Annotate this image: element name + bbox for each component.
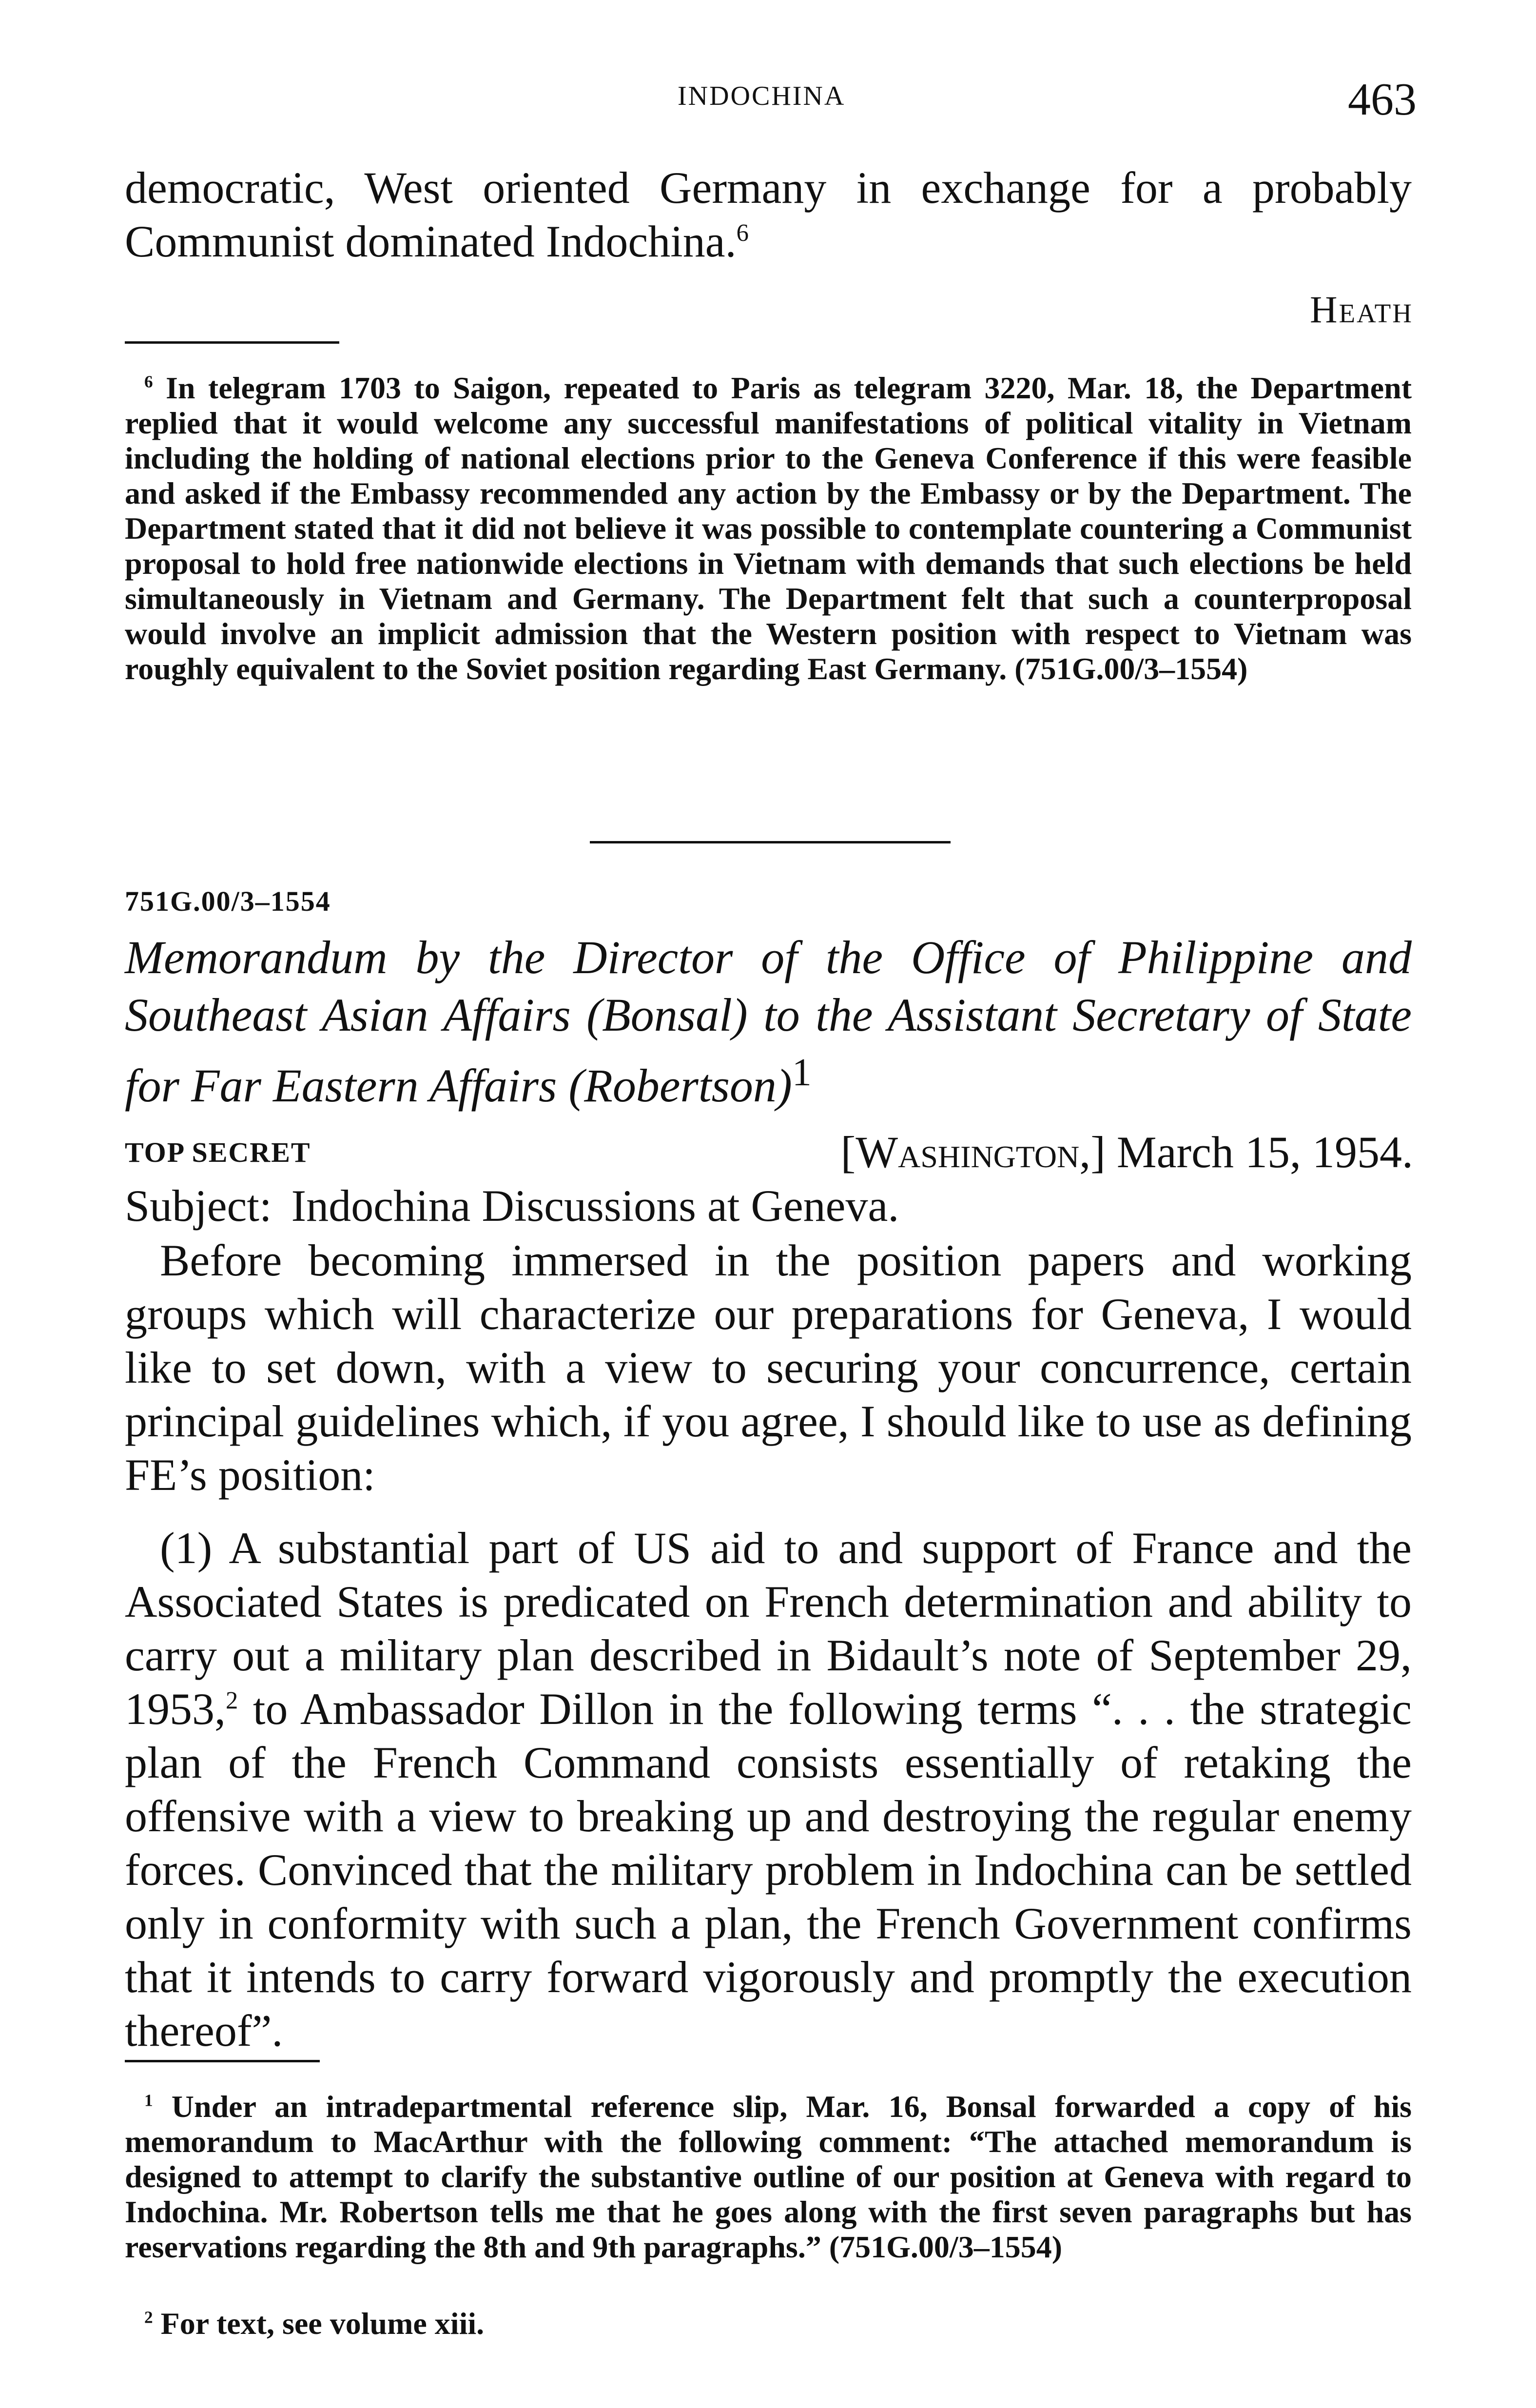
closing-paragraph	[125, 161, 1412, 268]
footnote-1-text: Under an intradepartmental reference slip, Mar. 16, Bonsal forwarded a copy of his memorandum to MacArthur with the following comment: “The attached memorandum is designed to attempt to clarify the substantive outline of our position at Geneva with regard to Indochina. Mr. Robertson tells me that he goes along with the first seven paragraphs but has reservations regarding the 8th and 9th paragraphs.” (751G.00/3–1554)	[125, 2089, 1412, 2264]
page-number: 463	[1348, 74, 1417, 125]
footnote-1	[125, 2089, 1412, 2265]
footnote-divider-bottom	[125, 2060, 320, 2062]
subject-value: Indochina Discussions at Geneva.	[291, 1181, 899, 1231]
footnote-2-marker: 2	[144, 2308, 153, 2327]
paragraph-intro: Before becoming immersed in the position papers and working groups which will characterize our preparations for Geneva, I would like to set down, with a view to securing your concurrence, certain principal guidelines which, if you agree, I should like to use as defining FE’s position:	[125, 1235, 1412, 1500]
subject-line	[125, 1180, 899, 1232]
document-title	[125, 929, 1412, 1115]
dateline	[841, 1126, 1413, 1178]
closing-text: democratic, West oriented Germany in exchange for a probably Communist dominated Indochina.	[125, 163, 1412, 266]
signature: Heath	[1310, 288, 1413, 331]
footnote-6-marker: 6	[144, 372, 153, 392]
paragraph-1	[125, 1521, 1412, 2057]
footnote-2-text: For text, see volume xiii.	[160, 2306, 485, 2341]
document-separator	[590, 841, 951, 843]
footnote-6	[125, 371, 1412, 686]
running-head: INDOCHINA	[678, 81, 846, 111]
footnote-6-text: In telegram 1703 to Saigon, repeated to Paris as telegram 3220, Mar. 18, the Department replied that it would welcome any successful manifestations of political vitality in Vietnam including the holding of national elections prior to the Geneva Conference if this were feasible and asked if the Embassy recommended any action by the Embassy or by the Department. The Department stated that it did not believe it was possible to contemplate countering a Communist proposal to hold free nationwide elections in Vietnam with demands that such elections be held simultaneously in Vietnam and Germany. The Department felt that such a counterproposal would involve an implicit admission that the Western position with respect to Vietnam was roughly equivalent to the Soviet position regarding East Germany. (751G.00/3–1554)	[125, 371, 1412, 686]
paragraph-1-end: to Ambassador Dillon in the following terms “. . . the strategic plan of the French Command consists essentially of retaking the offensive with a view to breaking up and destroying the regular enemy forces. Convinced that the military problem in Indochina can be settled only in conformity with such a plan, the French Government confirms that it intends to carry forward vigorously and promptly the execution thereof”.	[125, 1684, 1412, 2056]
file-number: 751G.00/3–1554	[125, 885, 331, 917]
classification: TOP SECRET	[125, 1136, 311, 1168]
document-title-text: Memorandum by the Director of the Office of Philippine and Southeast Asian Affairs (Bonsal) to the Assistant Secretary of State for Far Eastern Affairs (Robertson)	[125, 931, 1412, 1112]
footnote-1-marker: 1	[144, 2091, 153, 2110]
footnote-ref-6: 6	[736, 219, 749, 247]
subject-label: Subject:	[125, 1181, 272, 1231]
footnote-ref-2: 2	[226, 1686, 238, 1714]
dateline-date: March 15, 1954.	[1116, 1127, 1413, 1177]
footnote-divider-top	[125, 341, 339, 344]
footnote-2	[125, 2306, 1412, 2341]
title-footnote-ref: 1	[792, 1051, 812, 1094]
paragraph-1-start: (1) A substantial part of US aid to and support of France and the Associated States is predicated on French determination and ability to carry out a military plan described in Bidault’s note of September 29, 1953,	[125, 1523, 1412, 1734]
dateline-place: [Washington,]	[840, 1127, 1106, 1177]
